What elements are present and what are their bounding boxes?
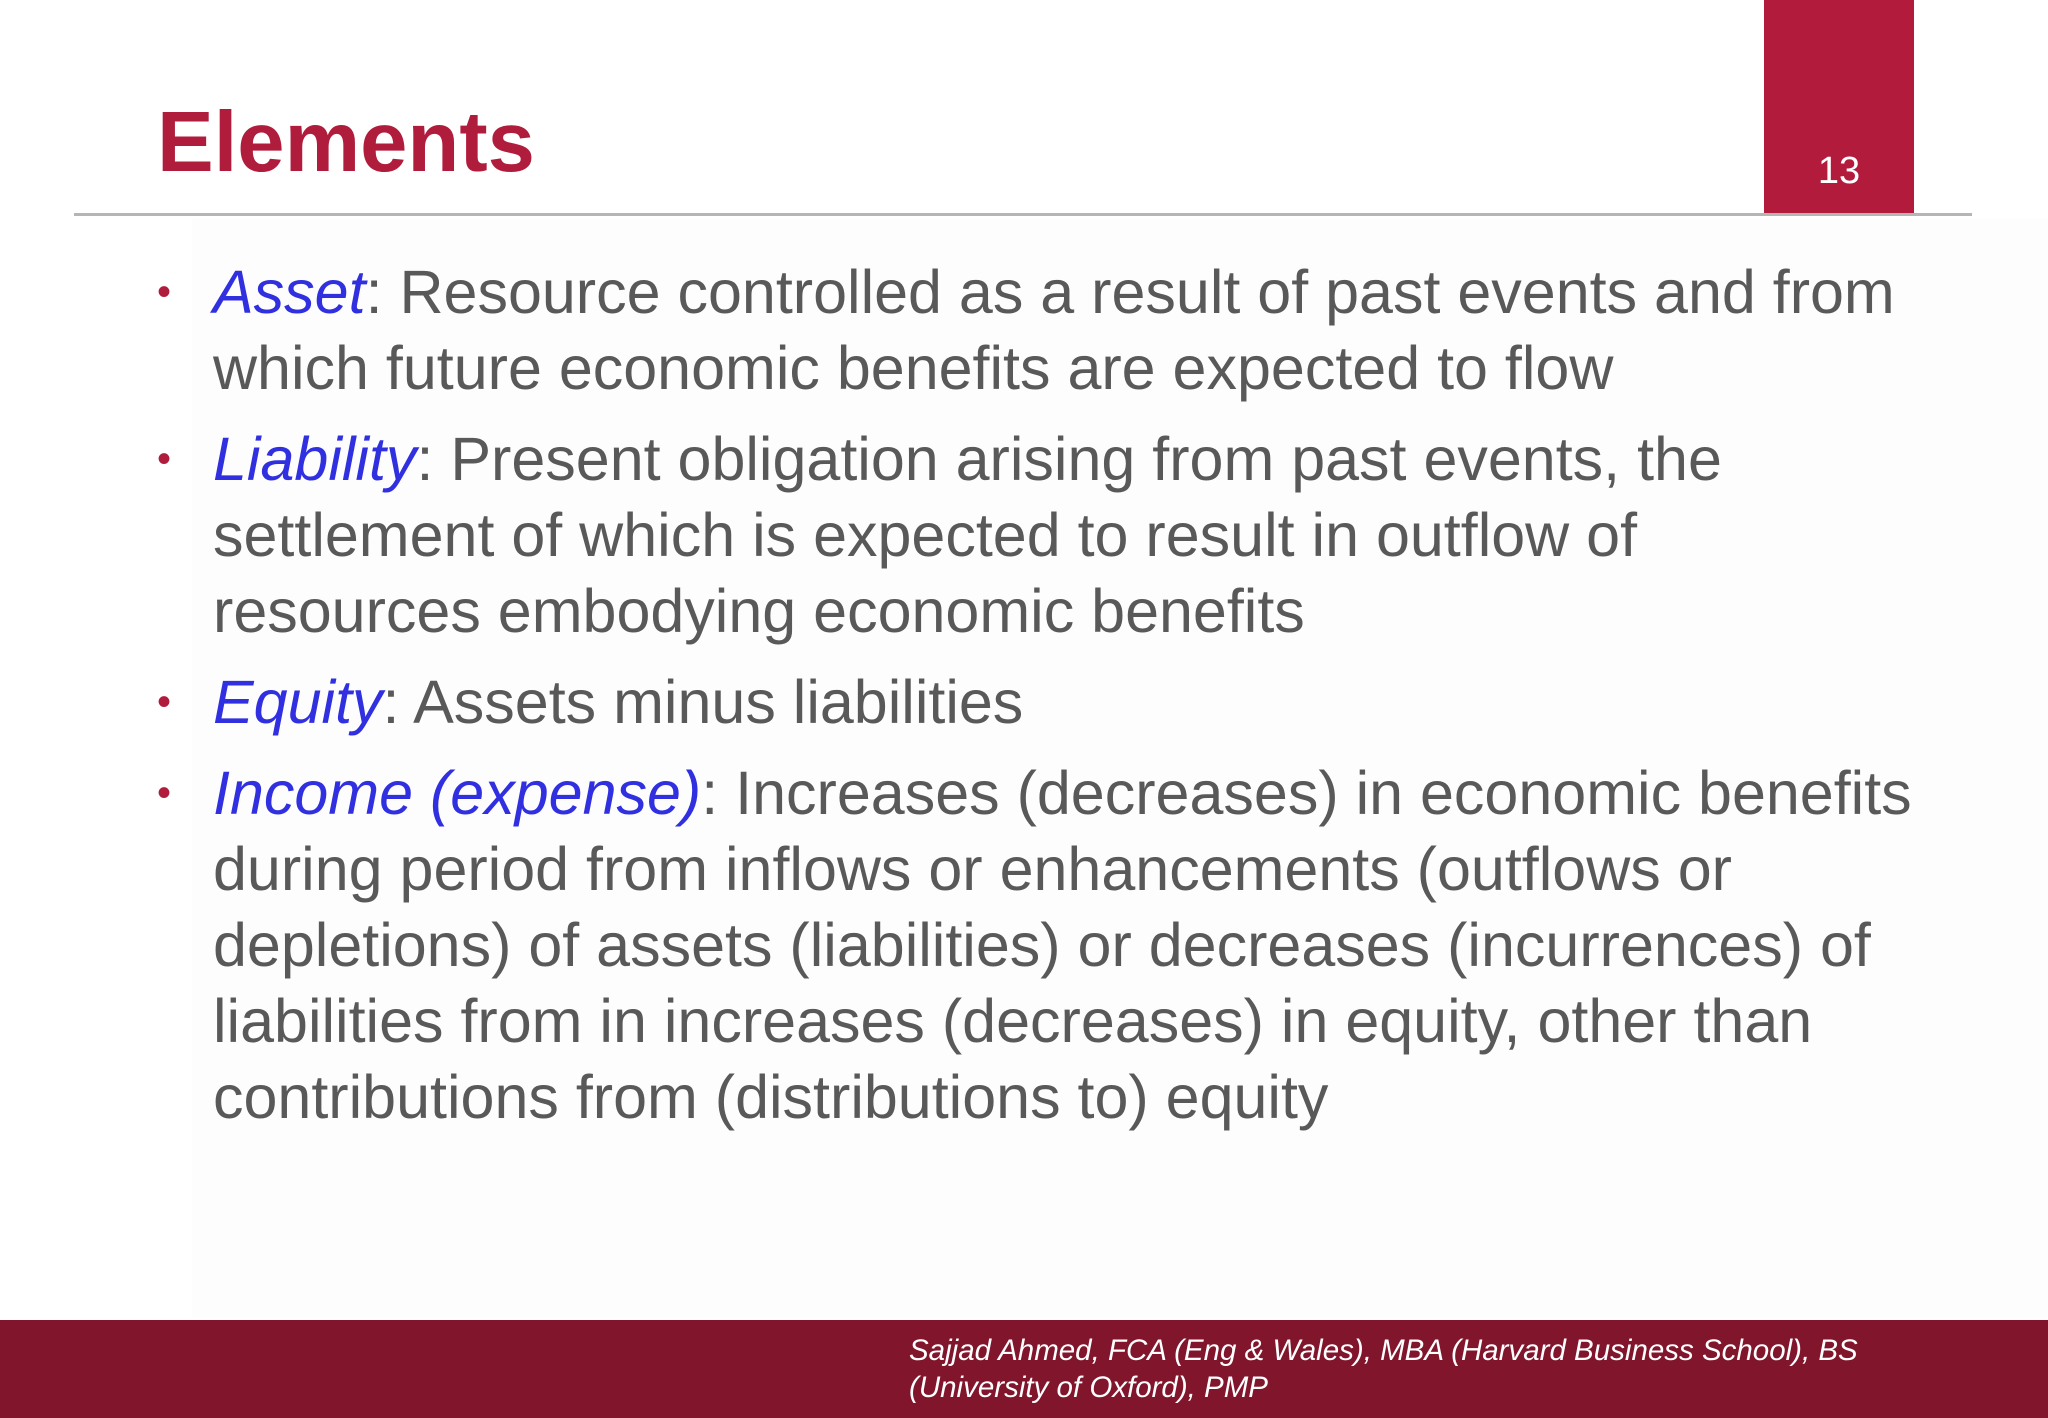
bullet-icon: • xyxy=(157,437,172,481)
term-asset: Asset xyxy=(213,258,366,326)
slide-number-badge xyxy=(1764,0,1914,214)
bullet-icon: • xyxy=(157,771,172,815)
term-income-expense: Income (expense) xyxy=(213,759,702,827)
term-liability: Liability xyxy=(213,425,417,493)
term-separator: : xyxy=(365,258,383,326)
footer-bar xyxy=(0,1320,2048,1418)
definition-text: Present obligation arising from past events, the settlement of which is expected to result in outflow of resources embodying economic benefits xyxy=(213,425,1722,645)
bullet-icon: • xyxy=(157,270,172,314)
definition-text: Assets minus liabilities xyxy=(413,668,1024,736)
title-divider xyxy=(74,213,1972,216)
list-item xyxy=(157,421,1917,649)
definition-list xyxy=(157,254,1917,1150)
term-equity: Equity xyxy=(213,668,383,736)
author-credit: Sajjad Ahmed, FCA (Eng & Wales), MBA (Harvard Business School), BS (University of Oxford), PMP xyxy=(909,1334,1858,1404)
term-separator: : xyxy=(701,759,719,827)
slide-number: 13 xyxy=(1817,150,1861,192)
list-item xyxy=(157,755,1917,1135)
list-item xyxy=(157,254,1917,406)
slide-title: Elements xyxy=(157,95,535,190)
term-separator: : xyxy=(416,425,434,493)
bullet-icon: • xyxy=(157,680,172,724)
list-item xyxy=(157,664,1917,740)
term-separator: : xyxy=(382,668,400,736)
definition-text: Resource controlled as a result of past events and from which future economic benefits are expected to flow xyxy=(213,258,1895,402)
definition-text: Increases (decreases) in economic benefits during period from inflows or enhancements (outflows or depletions) of assets (liabilities) or decreases (incurrences) of liabilities from in increases (decreases) in equity, other than contributions from (distributions to) equity xyxy=(213,759,1912,1131)
